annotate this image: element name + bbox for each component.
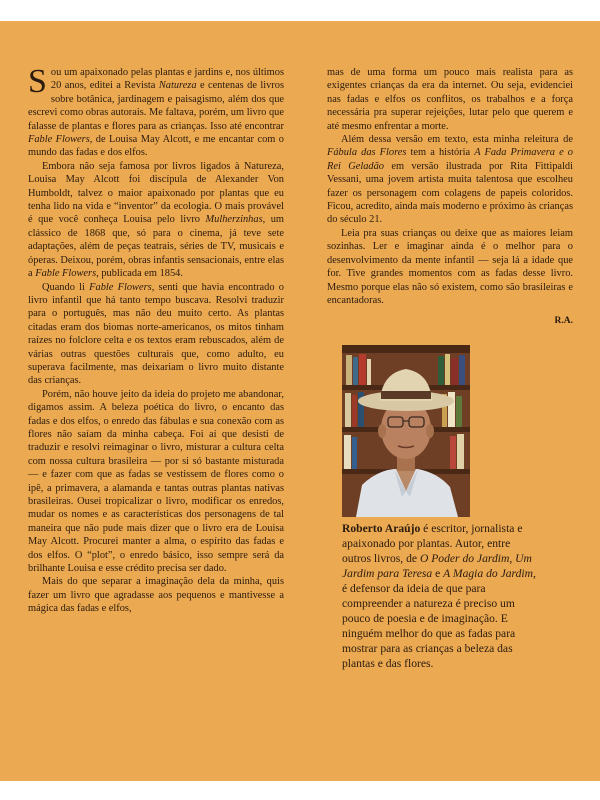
text-run: é escritor, jornalista e apaixonado por plantas. Autor, entre outros livros, de — [342, 522, 523, 565]
paragraph: Leia pra suas crianças ou deixe que as maiores leiam sozinhas. Ler e imaginar ainda é o melhor para o desenvolvimento da mente infantil — seja lá a idade que for. Tive grandes momentos com as fadas desse livro. Mesmo porque elas não só existem, como são brasileiras e encantadoras. — [327, 227, 573, 306]
right-column — [327, 66, 573, 329]
author-name: Roberto Araújo — [342, 522, 421, 535]
paragraph: mas de uma forma um pouco mais realista para as exigentes crianças da era da internet. Ou seja, evidenciei nas fadas e elfos os conflitos, os trabalhos e a força necessária pra superar rejeições, lutar pelo que querem e até mesmo enfrentar a morte. — [327, 67, 573, 132]
text-run: , senti que havia encontrado o livro infantil que há tanto tempo buscava. Resolvi traduzir para o português, mas não deu muito certo. As plantas citadas eram dos biomas norte-americanos, os mitos tinham raízes no folclore celta e os textos eram rebuscados, além de várias outras questões culturais que, como adulto, eu superava facilmente, mas deixariam o livro muito distante das crianças. — [28, 281, 284, 387]
paragraph — [327, 133, 573, 227]
author-bio — [342, 521, 542, 671]
paragraph: Mais do que separar a imaginação dela da minha, quis fazer um livro que agradasse aos pequenos e mantivesse a mágica das fadas e elfos, — [28, 576, 284, 615]
paragraph — [28, 63, 285, 160]
paragraph — [28, 281, 284, 388]
book-title: O Poder do Jardim — [419, 552, 510, 565]
paragraph: Porém, não houve jeito da ideia do projeto me abandonar, digamos assim. A beleza poética do livro, o encanto das fadas e dos elfos, o enredo das fábulas e sua conexão com as flores não saíam da minha cabeça. Foi aí que desisti de traduzir e resolvi reimaginar o livro, misturar a cultura celta com nossa cultura brasileira — por si só bastante misturada — e fazer com que as fadas se vestissem de flores como o ipê, a primavera, a alamanda e tantas outras plantas nativas brasileiras. Ousei tropicalizar o livro, modificar os enredos, mudar os nomes e as características dos personagens de tal maneira que não pude mais dizer que o livro era de Louisa May Alcott. Procurei manter a alma, o espírito das fadas e dos elfos. O “plot”, o enredo básico, isso sempre será da brilhante Louisa e esse crédito precisa ser dado. — [28, 388, 284, 575]
book-title: Fable Flowers — [35, 268, 97, 280]
text-run: , — [509, 552, 516, 565]
text-run: , de Louisa May Alcott, e me encantar com o mundo das fadas e dos elfos. — [28, 134, 284, 159]
book-title: Fable Flowers — [89, 281, 152, 293]
text-run: , um clássico de 1868 que, só para o cinema, já teve sete adaptações, além de peças teatrais, séries de TV, musicais e óperas. Deixou, porém, obras infantis sensacionais, entre elas a — [28, 214, 284, 280]
text-run: , publicada em 1854. — [96, 268, 183, 280]
text-run: tem a história — [406, 147, 475, 159]
text-run: Embora não seja famosa por livros ligados à Natureza, Louisa May Alcott foi discípula de Alexander Von Humboldt, talvez o maior apaixonado por plantas que eu tenha lido na vida e “inventor” da ecologia. O mais provável é que você conheça Louisa pelo livro — [28, 160, 284, 226]
book-title: Fable Flowers — [28, 134, 90, 146]
story-title: A Fada Primavera e o Rei Geladão — [327, 147, 573, 172]
text-run: e centenas de livros sobre botânica, jardinagem e paisagismo, além dos que escrevi como obras autorais. Me faltava, porém, um livro que falasse de plantas e flores para as crianças. Isso até encontrar — [28, 80, 285, 132]
book-title: Fábula das Flores — [327, 147, 407, 159]
book-title: A Magia do Jardim — [443, 567, 533, 580]
book-title: Um Jardim para Teresa — [342, 552, 532, 580]
text-run: e — [432, 567, 444, 580]
left-column — [28, 63, 285, 616]
magazine-title: Natureza — [158, 80, 197, 92]
author-photo — [342, 345, 470, 517]
text-run: em versão ilustrada por Rita Fittipaldi Vessani, uma jovem artista muita talentosa que escolheu fazer os personagem com colagens de papeis coloridos. Ficou, acredito, ainda mais moderno e próximo às crianças do século 21. — [327, 160, 573, 226]
author-signature: R.A. — [554, 316, 573, 327]
drop-cap: S — [28, 63, 47, 100]
book-title: Mulherzinhas — [205, 214, 263, 226]
paragraph — [28, 160, 284, 281]
author-portrait-image — [342, 345, 470, 517]
book-page — [0, 21, 600, 781]
text-run: Quando li — [42, 281, 90, 293]
text-run: ou um apaixonado pelas plantas e jardins e, nos últimos 20 anos, editei a Revista — [50, 67, 284, 92]
text-run: Além dessa versão em texto, esta minha releitura de — [341, 134, 573, 146]
text-run: , é defensor da ideia de que para compreender a natureza é preciso um pouco de poesia e de imaginação. E ninguém melhor do que as fadas para mostrar para as crianças a beleza das plantas e das flores. — [342, 567, 536, 670]
